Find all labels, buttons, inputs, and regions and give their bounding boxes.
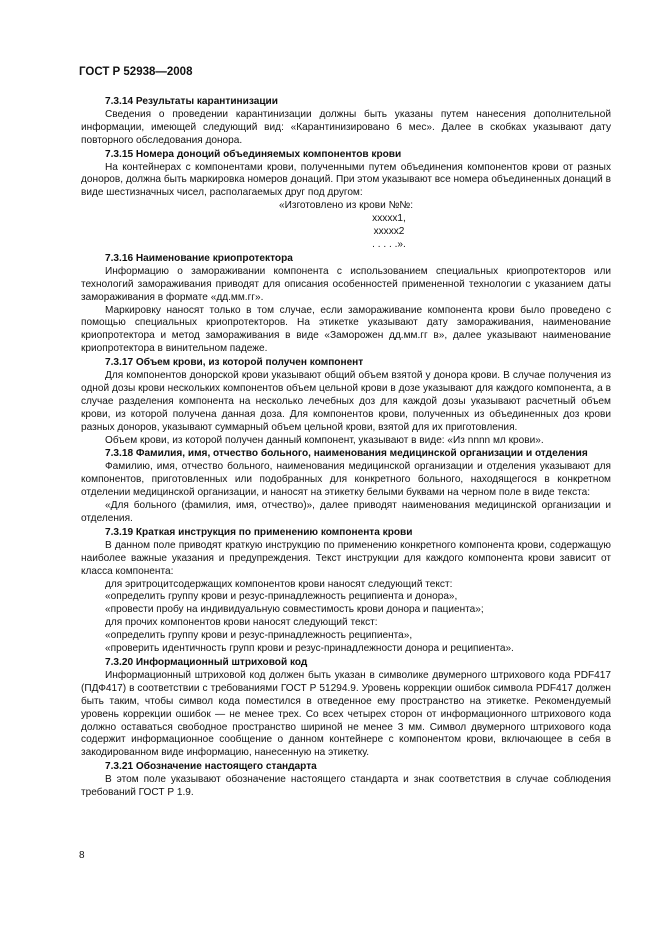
page-header: ГОСТ Р 52938—2008 [79,66,193,78]
paragraph: «Для больного (фамилия, имя, отчество)», далее приводят наименования медицинской организации и отделения. [81,500,611,524]
page-number: 8 [79,850,85,861]
section-heading: 7.3.19 Краткая инструкция по применению компонента крови [105,526,413,538]
paragraph: Информацию о замораживании компонента с использованием специальных криопротекторов или технологий замораживания приводят для описания особенностей примененной технологии с указанием даты замораживания в формате «дд.мм.гг». [81,265,611,303]
section-heading: 7.3.20 Информационный штриховой код [105,656,308,668]
section-heading: 7.3.14 Результаты карантинизации [105,96,278,107]
section-heading: 7.3.18 Фамилия, имя, отчество больного, наименования медицинской организации и отделения [105,448,588,460]
paragraph: для прочих компонентов крови наносят следующий текст: [105,617,378,629]
centered-line: xxxxx1, [372,213,406,225]
paragraph: Фамилию, имя, отчество больного, наименования медицинской организации и отделения указывают для компонентов, приготовленных или подобранных для конкретного больного, находящегося в конкретном отделении медицинской организации, и наносят на этикетку белыми буквами на черном поле в виде текста: [81,461,611,499]
paragraph: для эритроцитсодержащих компонентов крови наносят следующий текст: [105,578,453,590]
section-heading: 7.3.17 Объем крови, из которой получен компонент [105,357,364,369]
paragraph: «определить группу крови и резус-принадлежность реципиента», [105,630,413,642]
paragraph: Объем крови, из которой получен данный компонент, указывают в виде: «Из nnnn мл крови». [105,434,544,446]
section-heading: 7.3.15 Номера доноций объединяемых компонентов крови [105,148,402,160]
section-heading: 7.3.16 Наименование криопротектора [105,252,293,264]
centered-line: xxxxx2 [373,226,405,238]
paragraph: Сведения о проведении карантинизации должны быть указаны путем нанесения дополнительной информации, имеющей следующий вид: «Карантинизировано 6 мес». Далее в скобках указывают дату повторного обследования донора. [81,108,611,146]
paragraph: Маркировку наносят только в том случае, если замораживание компонента крови было проведено с помощью специальных криопротекторов. На этикетке указывают дату замораживания, наименование криопротектора и метод замораживания в виде «Заморожен дд.мм.гг в», далее указывают наименование криопротектора в винительном падеже. [81,304,611,355]
document-body [81,95,611,800]
centered-line: . . . . .». [372,238,406,250]
paragraph: «провести пробу на индивидуальную совместимость крови донора и пациента»; [105,604,484,616]
section-heading: 7.3.21 Обозначение настоящего стандарта [105,761,317,773]
paragraph: Информационный штриховой код должен быть указан в символике двумерного штрихового кода PDF417 (ПДФ417) в соответствии с требованиями ГОСТ Р 51294.9. Уровень коррекции ошибок символа PDF417 должен быть таким, чтобы символ кода поместился в отведенное ему пространство на этикетке. Рекомендуемый уровень коррекции ошибок — не менее трех. Со всех четырех сторон от информационного штрихового кода должно оставаться свободное пространство шириной не менее 3 мм. Символ двумерного штрихового кода содержит информационное сообщение о данном контейнере с компонентом крови, включающее в себя в закодированном виде информацию, нанесенную на этикетку. [81,669,611,759]
paragraph: «проверить идентичность групп крови и резус-принадлежности донора и реципиента». [105,643,514,655]
paragraph: На контейнерах с компонентами крови, полученными путем объединения компонентов крови от разных доноров, должна быть маркировка номеров донаций. При этом указывают все номера объединенных донаций в виде шестизначных чисел, располагаемых друг под другом: [81,161,611,199]
centered-line: «Изготовлено из крови №№: [278,200,414,212]
paragraph: В данном поле приводят краткую инструкцию по применению конкретного компонента крови, содержащую наиболее важные указания и предупреждения. Текст инструкции для каждого компонента крови зависит от класса компонента: [81,539,611,577]
paragraph: «определить группу крови и резус-принадлежность реципиента и донора», [105,591,458,603]
paragraph: Для компонентов донорской крови указывают общий объем взятой у донора крови. В случае получения из одной дозы крови нескольких компонентов объем цельной крови в дозе указывают для каждого компонента, а в случае разделения компонента на несколько лечебных доз для каждой дозы указывают расчетный объем крови, из которой получена данная доза. Для компонентов крови, полученных из объединенных доз крови разных доноров, указывают суммарный объем цельной крови, взятой для их приготовления. [81,370,611,433]
paragraph: В этом поле указывают обозначение настоящего стандарта и знак соответствия в случае соблюдения требований ГОСТ Р 1.9. [81,774,611,799]
